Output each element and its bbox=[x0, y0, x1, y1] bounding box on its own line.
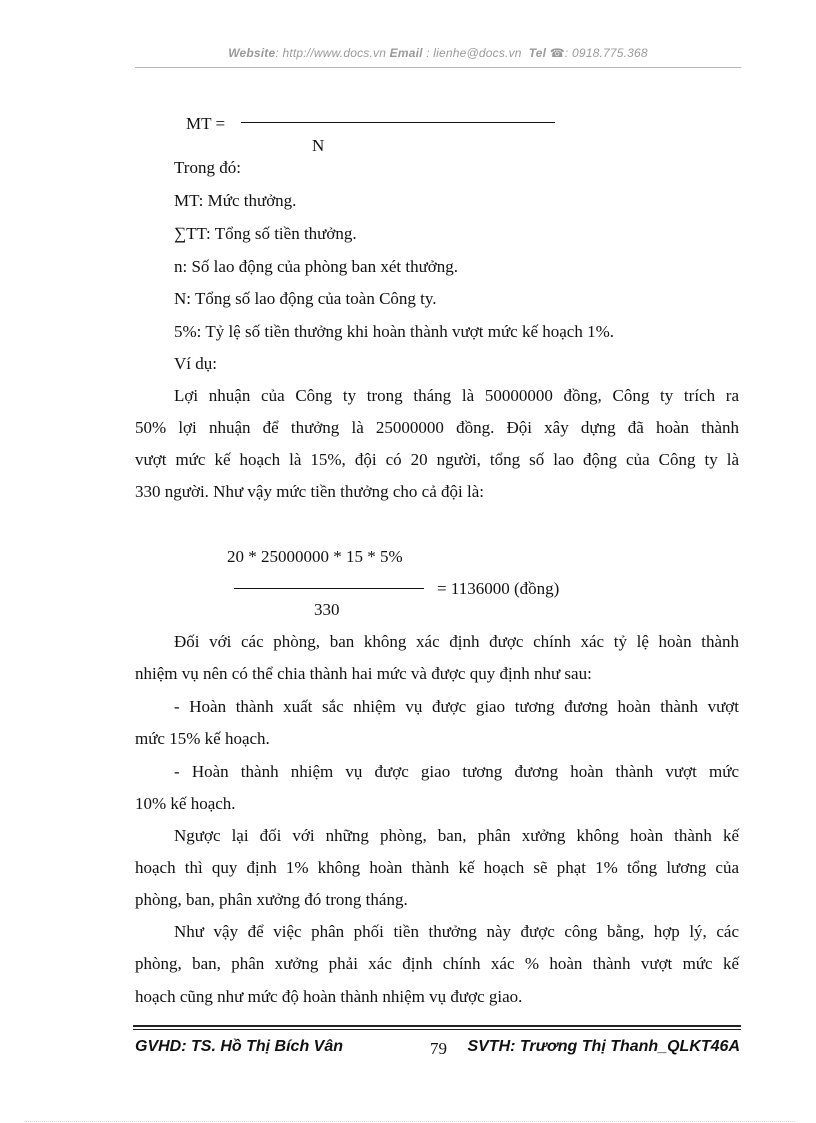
formula2-denominator: 330 bbox=[314, 600, 340, 619]
bullet-line: - Hoàn thành xuất sắc nhiệm vụ được giao tương đương hoàn thành vượt bbox=[174, 697, 739, 716]
tel-label: Tel bbox=[528, 46, 547, 60]
definition-item: N: Tổng số lao động của toàn Công ty. bbox=[174, 289, 437, 308]
email-label: Email bbox=[389, 46, 423, 60]
definition-item: n: Số lao động của phòng ban xét thưởng. bbox=[174, 257, 459, 276]
formula2-result: = 1136000 (đồng) bbox=[437, 579, 560, 598]
footer-divider bbox=[133, 1025, 741, 1027]
header-divider bbox=[135, 67, 741, 68]
bullet-line: - Hoàn thành nhiệm vụ được giao tương đương hoàn thành vượt mức bbox=[174, 762, 739, 781]
paragraph1-line: vượt mức kế hoạch là 15%, đội có 20 người, tổng số lao động của Công ty là bbox=[135, 450, 739, 469]
page-header bbox=[135, 46, 741, 60]
phone-icon: ☎ bbox=[549, 46, 565, 60]
paragraph3-line: hoạch thì quy định 1% không hoàn thành kế hoạch sẽ phạt 1% tổng lương của bbox=[135, 858, 739, 877]
page-bottom-border bbox=[25, 1121, 795, 1122]
paragraph2-line: Đối với các phòng, ban không xác định được chính xác tỷ lệ hoàn thành bbox=[174, 632, 739, 651]
formula1-fraction-bar bbox=[241, 122, 555, 123]
bullet-line: mức 15% kế hoạch. bbox=[135, 729, 270, 748]
tel-value: : 0918.775.368 bbox=[564, 46, 648, 60]
definition-item: 5%: Tỷ lệ số tiền thưởng khi hoàn thành vượt mức kế hoạch 1%. bbox=[174, 322, 615, 341]
paragraph4-line: phòng, ban, phân xưởng phải xác định chính xác % hoàn thành vượt mức kế bbox=[135, 954, 739, 973]
paragraph1-line: 50% lợi nhuận để thưởng là 25000000 đồng. Đội xây dựng đã hoàn thành bbox=[135, 418, 739, 437]
paragraph1-line: Lợi nhuận của Công ty trong tháng là 50000000 đồng, Công ty trích ra bbox=[174, 386, 739, 405]
example-heading: Ví dụ: bbox=[174, 354, 217, 373]
website-label: Website bbox=[228, 46, 276, 60]
bullet-line: 10% kế hoạch. bbox=[135, 794, 236, 813]
definition-item: ∑TT: Tổng số tiền thưởng. bbox=[174, 224, 357, 243]
page-number: 79 bbox=[430, 1039, 447, 1058]
paragraph3-line: phòng, ban, phân xưởng đó trong tháng. bbox=[135, 890, 408, 909]
footer-student: SVTH: Trương Thị Thanh_QLKT46A bbox=[467, 1038, 740, 1055]
paragraph3-line: Ngược lại đối với những phòng, ban, phân xưởng không hoàn thành kế bbox=[174, 826, 739, 845]
paragraph4-line: hoạch cũng như mức độ hoàn thành nhiệm vụ được giao. bbox=[135, 987, 523, 1006]
paragraph2-line: nhiệm vụ nên có thể chia thành hai mức và được quy định như sau: bbox=[135, 664, 592, 683]
formula2-numerator: 20 * 25000000 * 15 * 5% bbox=[227, 547, 403, 566]
paragraph1-line: 330 người. Như vậy mức tiền thưởng cho cả đội là: bbox=[135, 482, 484, 501]
website-value: : http://www.docs.vn bbox=[275, 46, 387, 60]
definitions-heading: Trong đó: bbox=[174, 158, 241, 177]
footer-supervisor: GVHD: TS. Hồ Thị Bích Vân bbox=[135, 1038, 344, 1055]
formula1-lhs: MT = bbox=[186, 114, 226, 133]
paragraph4-line: Như vậy để việc phân phối tiền thưởng này được công bằng, hợp lý, các bbox=[174, 922, 739, 941]
definition-item: MT: Mức thưởng. bbox=[174, 191, 297, 210]
formula1-denominator: N bbox=[312, 136, 325, 155]
formula2-fraction-bar bbox=[234, 588, 424, 589]
email-value: : lienhe@docs.vn bbox=[422, 46, 522, 60]
footer-divider-thin bbox=[133, 1029, 741, 1030]
